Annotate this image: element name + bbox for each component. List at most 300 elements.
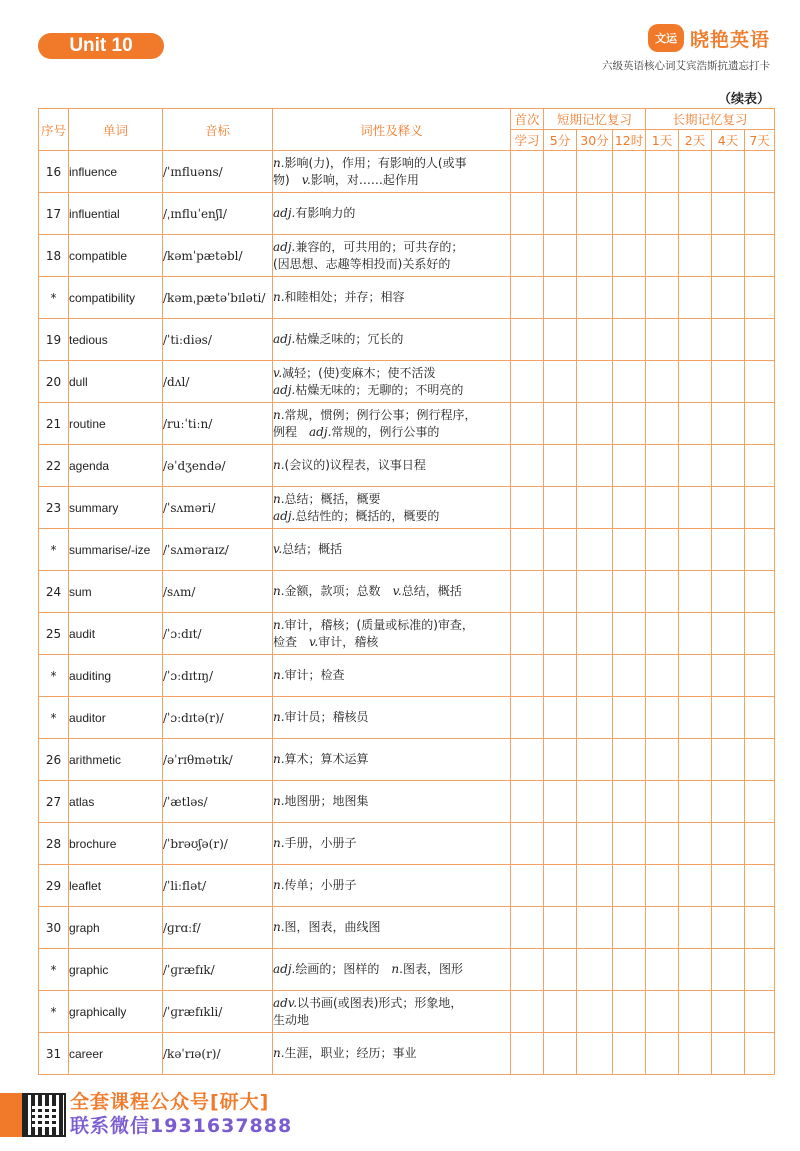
review-checkbox[interactable]	[577, 403, 613, 445]
first-study-checkbox[interactable]	[511, 991, 544, 1033]
row-definition	[273, 445, 511, 487]
review-checkbox[interactable]	[613, 865, 646, 907]
definition-line	[273, 289, 510, 306]
review-checkbox[interactable]	[577, 613, 613, 655]
review-checkbox[interactable]	[613, 655, 646, 697]
first-study-checkbox[interactable]	[511, 403, 544, 445]
review-checkbox[interactable]	[544, 445, 577, 487]
review-checkbox[interactable]	[679, 655, 712, 697]
review-checkbox[interactable]	[712, 487, 745, 529]
definition-text: 地图册；地图集	[284, 794, 369, 808]
first-study-checkbox[interactable]	[511, 235, 544, 277]
review-checkbox[interactable]	[646, 991, 679, 1033]
definition-text: 总结性的；概括的，概要的	[295, 508, 440, 523]
first-study-checkbox[interactable]	[511, 613, 544, 655]
definition-text: 总结；概括，概要	[284, 491, 381, 506]
review-checkbox[interactable]	[613, 403, 646, 445]
row-definition	[273, 151, 511, 193]
row-number: 17	[39, 193, 69, 235]
definition-text: 生动地	[273, 1012, 310, 1027]
first-study-checkbox[interactable]	[511, 697, 544, 739]
review-checkbox[interactable]	[646, 361, 679, 403]
review-checkbox[interactable]	[646, 529, 679, 571]
review-checkbox[interactable]	[679, 613, 712, 655]
review-checkbox[interactable]	[712, 529, 745, 571]
row-phonetic: /kəˈrɪə(r)/	[163, 1033, 273, 1075]
row-definition	[273, 823, 511, 865]
row-word: dull	[69, 361, 163, 403]
first-study-checkbox[interactable]	[511, 277, 544, 319]
review-checkbox[interactable]	[712, 655, 745, 697]
row-phonetic: /kəmˌpætəˈbɪləti/	[163, 277, 273, 319]
row-phonetic: /ˈtiːdiəs/	[163, 319, 273, 361]
review-checkbox[interactable]	[745, 865, 775, 907]
review-checkbox[interactable]	[613, 949, 646, 991]
review-checkbox[interactable]	[577, 1033, 613, 1075]
review-checkbox[interactable]	[646, 865, 679, 907]
review-checkbox[interactable]	[577, 781, 613, 823]
row-phonetic: /ˈɔːdɪtə(r)/	[163, 697, 273, 739]
review-checkbox[interactable]	[646, 151, 679, 193]
review-checkbox[interactable]	[577, 907, 613, 949]
table-row	[39, 193, 775, 235]
promo-line-1: 全套课程公众号[研大]	[70, 1091, 270, 1113]
table-row	[39, 991, 775, 1033]
definition-line	[273, 835, 510, 852]
review-checkbox[interactable]	[745, 193, 775, 235]
footer-accent-bar	[0, 1093, 22, 1137]
review-checkbox[interactable]	[712, 613, 745, 655]
header-long-term: 长期记忆复习	[646, 109, 775, 130]
definition-text: 生涯，职业；经历；事业	[284, 1046, 417, 1060]
review-checkbox[interactable]	[544, 823, 577, 865]
promo-line-2: 联系微信1931637888	[70, 1115, 293, 1137]
review-checkbox[interactable]	[544, 529, 577, 571]
review-checkbox[interactable]	[577, 865, 613, 907]
review-checkbox[interactable]	[544, 487, 577, 529]
review-checkbox[interactable]	[679, 697, 712, 739]
review-checkbox[interactable]	[745, 949, 775, 991]
header-first-study-top: 首次	[511, 109, 544, 130]
review-checkbox[interactable]	[544, 151, 577, 193]
first-study-checkbox[interactable]	[511, 487, 544, 529]
review-checkbox[interactable]	[745, 907, 775, 949]
review-checkbox[interactable]	[613, 613, 646, 655]
row-number: 21	[39, 403, 69, 445]
review-checkbox[interactable]	[613, 1033, 646, 1075]
row-phonetic: /əˈdʒendə/	[163, 445, 273, 487]
review-checkbox[interactable]	[679, 571, 712, 613]
review-checkbox[interactable]	[712, 151, 745, 193]
review-checkbox[interactable]	[613, 361, 646, 403]
review-checkbox[interactable]	[544, 697, 577, 739]
review-checkbox[interactable]	[577, 151, 613, 193]
definition-text: 审计员；稽核员	[284, 710, 369, 724]
review-checkbox[interactable]	[712, 949, 745, 991]
row-word: summary	[69, 487, 163, 529]
definition-text: 传单；小册子	[284, 878, 357, 892]
review-checkbox[interactable]	[745, 613, 775, 655]
review-checkbox[interactable]	[613, 571, 646, 613]
row-phonetic: /ˈɡræfɪkli/	[163, 991, 273, 1033]
review-checkbox[interactable]	[646, 193, 679, 235]
review-checkbox[interactable]	[577, 193, 613, 235]
review-checkbox[interactable]	[712, 739, 745, 781]
review-checkbox[interactable]	[679, 319, 712, 361]
review-checkbox[interactable]	[745, 151, 775, 193]
definition-line	[273, 331, 510, 348]
row-phonetic: /ruːˈtiːn/	[163, 403, 273, 445]
vocabulary-table	[38, 108, 775, 1075]
table-row	[39, 487, 775, 529]
review-checkbox[interactable]	[646, 739, 679, 781]
row-word: summarise/-ize	[69, 529, 163, 571]
review-checkbox[interactable]	[679, 487, 712, 529]
definition-line	[273, 667, 510, 684]
review-checkbox[interactable]	[679, 445, 712, 487]
row-word: agenda	[69, 445, 163, 487]
definition-line	[273, 751, 510, 768]
first-study-checkbox[interactable]	[511, 193, 544, 235]
review-checkbox[interactable]	[613, 445, 646, 487]
review-checkbox[interactable]	[646, 487, 679, 529]
review-checkbox[interactable]	[745, 361, 775, 403]
definition-line	[273, 382, 510, 399]
table-row	[39, 697, 775, 739]
review-checkbox[interactable]	[745, 403, 775, 445]
part-of-speech: adj.	[273, 382, 296, 397]
first-study-checkbox[interactable]	[511, 655, 544, 697]
review-checkbox[interactable]	[544, 403, 577, 445]
review-checkbox[interactable]	[679, 235, 712, 277]
review-checkbox[interactable]	[577, 361, 613, 403]
review-checkbox[interactable]	[712, 277, 745, 319]
review-checkbox[interactable]	[712, 403, 745, 445]
row-definition	[273, 697, 511, 739]
review-checkbox[interactable]	[544, 865, 577, 907]
review-checkbox[interactable]	[646, 823, 679, 865]
review-checkbox[interactable]	[745, 781, 775, 823]
first-study-checkbox[interactable]	[511, 907, 544, 949]
review-checkbox[interactable]	[577, 235, 613, 277]
definition-line	[273, 172, 510, 189]
first-study-checkbox[interactable]	[511, 571, 544, 613]
review-checkbox[interactable]	[712, 907, 745, 949]
row-word: leaflet	[69, 865, 163, 907]
review-checkbox[interactable]	[613, 823, 646, 865]
review-checkbox[interactable]	[544, 781, 577, 823]
review-checkbox[interactable]	[646, 445, 679, 487]
review-checkbox[interactable]	[679, 907, 712, 949]
row-word: brochure	[69, 823, 163, 865]
review-checkbox[interactable]	[712, 823, 745, 865]
unit-label: Unit 10	[38, 33, 164, 59]
review-checkbox[interactable]	[679, 823, 712, 865]
definition-line	[273, 961, 510, 978]
part-of-speech: n.	[273, 920, 285, 934]
brand-name: 晓艳英语	[689, 28, 770, 51]
review-checkbox[interactable]	[613, 151, 646, 193]
review-checkbox[interactable]	[712, 235, 745, 277]
first-study-checkbox[interactable]	[511, 781, 544, 823]
row-phonetic: /ˈbrəʊʃə(r)/	[163, 823, 273, 865]
part-of-speech: n.	[273, 710, 285, 724]
review-checkbox[interactable]	[679, 361, 712, 403]
definition-line	[273, 1012, 510, 1029]
first-study-checkbox[interactable]	[511, 823, 544, 865]
row-number: 29	[39, 865, 69, 907]
part-of-speech: adj.	[273, 508, 296, 523]
definition-line	[273, 541, 510, 558]
review-checkbox[interactable]	[745, 487, 775, 529]
row-word: influence	[69, 151, 163, 193]
row-phonetic: /kəmˈpætəbl/	[163, 235, 273, 277]
review-checkbox[interactable]	[646, 697, 679, 739]
review-checkbox[interactable]	[712, 445, 745, 487]
table-row	[39, 151, 775, 193]
table-row	[39, 445, 775, 487]
table-row	[39, 613, 775, 655]
first-study-checkbox[interactable]	[511, 361, 544, 403]
review-checkbox[interactable]	[712, 865, 745, 907]
review-checkbox[interactable]	[577, 319, 613, 361]
part-of-speech: n.	[273, 836, 285, 850]
review-checkbox[interactable]	[646, 781, 679, 823]
review-checkbox[interactable]	[613, 235, 646, 277]
review-checkbox[interactable]	[646, 655, 679, 697]
row-phonetic: /ˌɪnfluˈenʃl/	[163, 193, 273, 235]
review-checkbox[interactable]	[577, 529, 613, 571]
review-checkbox[interactable]	[613, 319, 646, 361]
first-study-checkbox[interactable]	[511, 739, 544, 781]
review-checkbox[interactable]	[745, 991, 775, 1033]
definition-line	[273, 491, 510, 508]
part-of-speech: v.	[301, 172, 311, 187]
review-checkbox[interactable]	[577, 571, 613, 613]
review-checkbox[interactable]	[745, 697, 775, 739]
row-word: graphic	[69, 949, 163, 991]
row-word: career	[69, 1033, 163, 1075]
row-definition	[273, 235, 511, 277]
review-checkbox[interactable]	[679, 739, 712, 781]
review-checkbox[interactable]	[712, 193, 745, 235]
part-of-speech: v.	[392, 584, 402, 598]
review-checkbox[interactable]	[613, 487, 646, 529]
definition-text: 枯燥无味的；无聊的；不明亮的	[295, 382, 464, 397]
review-checkbox[interactable]	[679, 529, 712, 571]
review-checkbox[interactable]	[544, 319, 577, 361]
definition-text: 常规的，例行公事的	[331, 424, 440, 439]
review-checkbox[interactable]	[646, 907, 679, 949]
review-checkbox[interactable]	[544, 277, 577, 319]
row-word: graph	[69, 907, 163, 949]
row-phonetic: /ˈɡræfɪk/	[163, 949, 273, 991]
row-definition	[273, 277, 511, 319]
brand-logo: 文运	[648, 24, 684, 52]
review-checkbox[interactable]	[745, 529, 775, 571]
review-checkbox[interactable]	[745, 571, 775, 613]
review-checkbox[interactable]	[577, 277, 613, 319]
review-checkbox[interactable]	[544, 361, 577, 403]
review-checkbox[interactable]	[679, 151, 712, 193]
definition-text: 兼容的，可共用的；可共存的；	[295, 239, 464, 254]
review-checkbox[interactable]	[745, 823, 775, 865]
review-checkbox[interactable]	[577, 949, 613, 991]
definition-text: 物)	[273, 172, 302, 187]
review-checkbox[interactable]	[745, 235, 775, 277]
qr-code-icon	[22, 1093, 66, 1137]
review-checkbox[interactable]	[544, 571, 577, 613]
part-of-speech: n.	[273, 458, 285, 472]
review-checkbox[interactable]	[613, 991, 646, 1033]
review-checkbox[interactable]	[679, 781, 712, 823]
row-definition	[273, 487, 511, 529]
definition-text: 绘画的；图样的	[295, 962, 392, 976]
row-phonetic: /ˈsʌməri/	[163, 487, 273, 529]
review-checkbox[interactable]	[577, 445, 613, 487]
review-checkbox[interactable]	[712, 1033, 745, 1075]
review-checkbox[interactable]	[679, 865, 712, 907]
part-of-speech: n.	[273, 584, 285, 598]
review-checkbox[interactable]	[646, 613, 679, 655]
review-checkbox[interactable]	[646, 949, 679, 991]
review-checkbox[interactable]	[646, 319, 679, 361]
review-checkbox[interactable]	[613, 193, 646, 235]
definition-line	[273, 239, 510, 256]
definition-line	[273, 508, 510, 525]
row-word: sum	[69, 571, 163, 613]
row-number: 22	[39, 445, 69, 487]
definition-text: 检查	[273, 634, 310, 649]
review-checkbox[interactable]	[679, 277, 712, 319]
definition-line	[273, 407, 510, 424]
review-checkbox[interactable]	[544, 949, 577, 991]
row-word: compatibility	[69, 277, 163, 319]
review-checkbox[interactable]	[679, 193, 712, 235]
header-short-term: 短期记忆复习	[544, 109, 646, 130]
review-checkbox[interactable]	[577, 991, 613, 1033]
review-checkbox[interactable]	[613, 781, 646, 823]
continued-label: （续表）	[717, 92, 770, 107]
review-checkbox[interactable]	[646, 571, 679, 613]
review-checkbox[interactable]	[577, 487, 613, 529]
definition-text: 影响(力)，作用；有影响的人(或事	[284, 155, 467, 170]
review-checkbox[interactable]	[577, 655, 613, 697]
review-checkbox[interactable]	[679, 1033, 712, 1075]
review-checkbox[interactable]	[544, 613, 577, 655]
row-word: influential	[69, 193, 163, 235]
review-checkbox[interactable]	[544, 193, 577, 235]
part-of-speech: n.	[273, 491, 285, 506]
table-row	[39, 781, 775, 823]
review-checkbox[interactable]	[544, 739, 577, 781]
promo-text	[70, 1090, 292, 1138]
review-checkbox[interactable]	[577, 697, 613, 739]
review-checkbox[interactable]	[712, 781, 745, 823]
table-row	[39, 739, 775, 781]
review-checkbox[interactable]	[712, 361, 745, 403]
header-first-study-bottom: 学习	[511, 130, 544, 151]
table-row	[39, 529, 775, 571]
review-checkbox[interactable]	[745, 1033, 775, 1075]
review-checkbox[interactable]	[679, 949, 712, 991]
review-checkbox[interactable]	[745, 277, 775, 319]
review-checkbox[interactable]	[613, 529, 646, 571]
row-number: 25	[39, 613, 69, 655]
review-checkbox[interactable]	[544, 907, 577, 949]
row-number: 20	[39, 361, 69, 403]
review-checkbox[interactable]	[544, 991, 577, 1033]
row-number: 28	[39, 823, 69, 865]
definition-line	[273, 1045, 510, 1062]
row-number: 30	[39, 907, 69, 949]
review-checkbox[interactable]	[745, 445, 775, 487]
review-checkbox[interactable]	[712, 319, 745, 361]
part-of-speech: adj.	[273, 962, 296, 976]
review-checkbox[interactable]	[613, 739, 646, 781]
review-checkbox[interactable]	[544, 655, 577, 697]
review-checkbox[interactable]	[712, 571, 745, 613]
row-word: graphically	[69, 991, 163, 1033]
row-word: audit	[69, 613, 163, 655]
page-subtitle: 六级英语核心词艾宾浩斯抗遗忘打卡	[602, 60, 770, 72]
review-checkbox[interactable]	[577, 823, 613, 865]
definition-line	[273, 617, 510, 634]
review-checkbox[interactable]	[613, 907, 646, 949]
part-of-speech: adj.	[309, 424, 332, 439]
review-checkbox[interactable]	[712, 991, 745, 1033]
row-number: 16	[39, 151, 69, 193]
review-checkbox[interactable]	[613, 697, 646, 739]
definition-text: 审计；检查	[284, 668, 345, 682]
first-study-checkbox[interactable]	[511, 949, 544, 991]
brand	[648, 24, 770, 52]
first-study-checkbox[interactable]	[511, 529, 544, 571]
review-checkbox[interactable]	[679, 403, 712, 445]
review-checkbox[interactable]	[745, 739, 775, 781]
first-study-checkbox[interactable]	[511, 445, 544, 487]
review-checkbox[interactable]	[613, 277, 646, 319]
definition-text: 例程	[273, 424, 310, 439]
review-checkbox[interactable]	[745, 319, 775, 361]
review-checkbox[interactable]	[679, 991, 712, 1033]
row-definition	[273, 655, 511, 697]
first-study-checkbox[interactable]	[511, 1033, 544, 1075]
first-study-checkbox[interactable]	[511, 151, 544, 193]
definition-text: 算术；算术运算	[284, 752, 369, 766]
first-study-checkbox[interactable]	[511, 319, 544, 361]
header-interval-4d: 4天	[712, 130, 745, 151]
review-checkbox[interactable]	[646, 1033, 679, 1075]
review-checkbox[interactable]	[544, 1033, 577, 1075]
review-checkbox[interactable]	[745, 655, 775, 697]
review-checkbox[interactable]	[712, 697, 745, 739]
table-row	[39, 571, 775, 613]
definition-text: 审计，稽核	[318, 634, 379, 649]
row-phonetic: /ˈliːflət/	[163, 865, 273, 907]
review-checkbox[interactable]	[646, 277, 679, 319]
review-checkbox[interactable]	[646, 235, 679, 277]
review-checkbox[interactable]	[577, 739, 613, 781]
definition-text: 减轻；(使)变麻木；使不活泼	[282, 365, 436, 380]
part-of-speech: n.	[391, 962, 403, 976]
review-checkbox[interactable]	[544, 235, 577, 277]
review-checkbox[interactable]	[646, 403, 679, 445]
row-word: atlas	[69, 781, 163, 823]
row-word: auditor	[69, 697, 163, 739]
first-study-checkbox[interactable]	[511, 865, 544, 907]
definition-text: 图，图表，曲线图	[284, 920, 381, 934]
